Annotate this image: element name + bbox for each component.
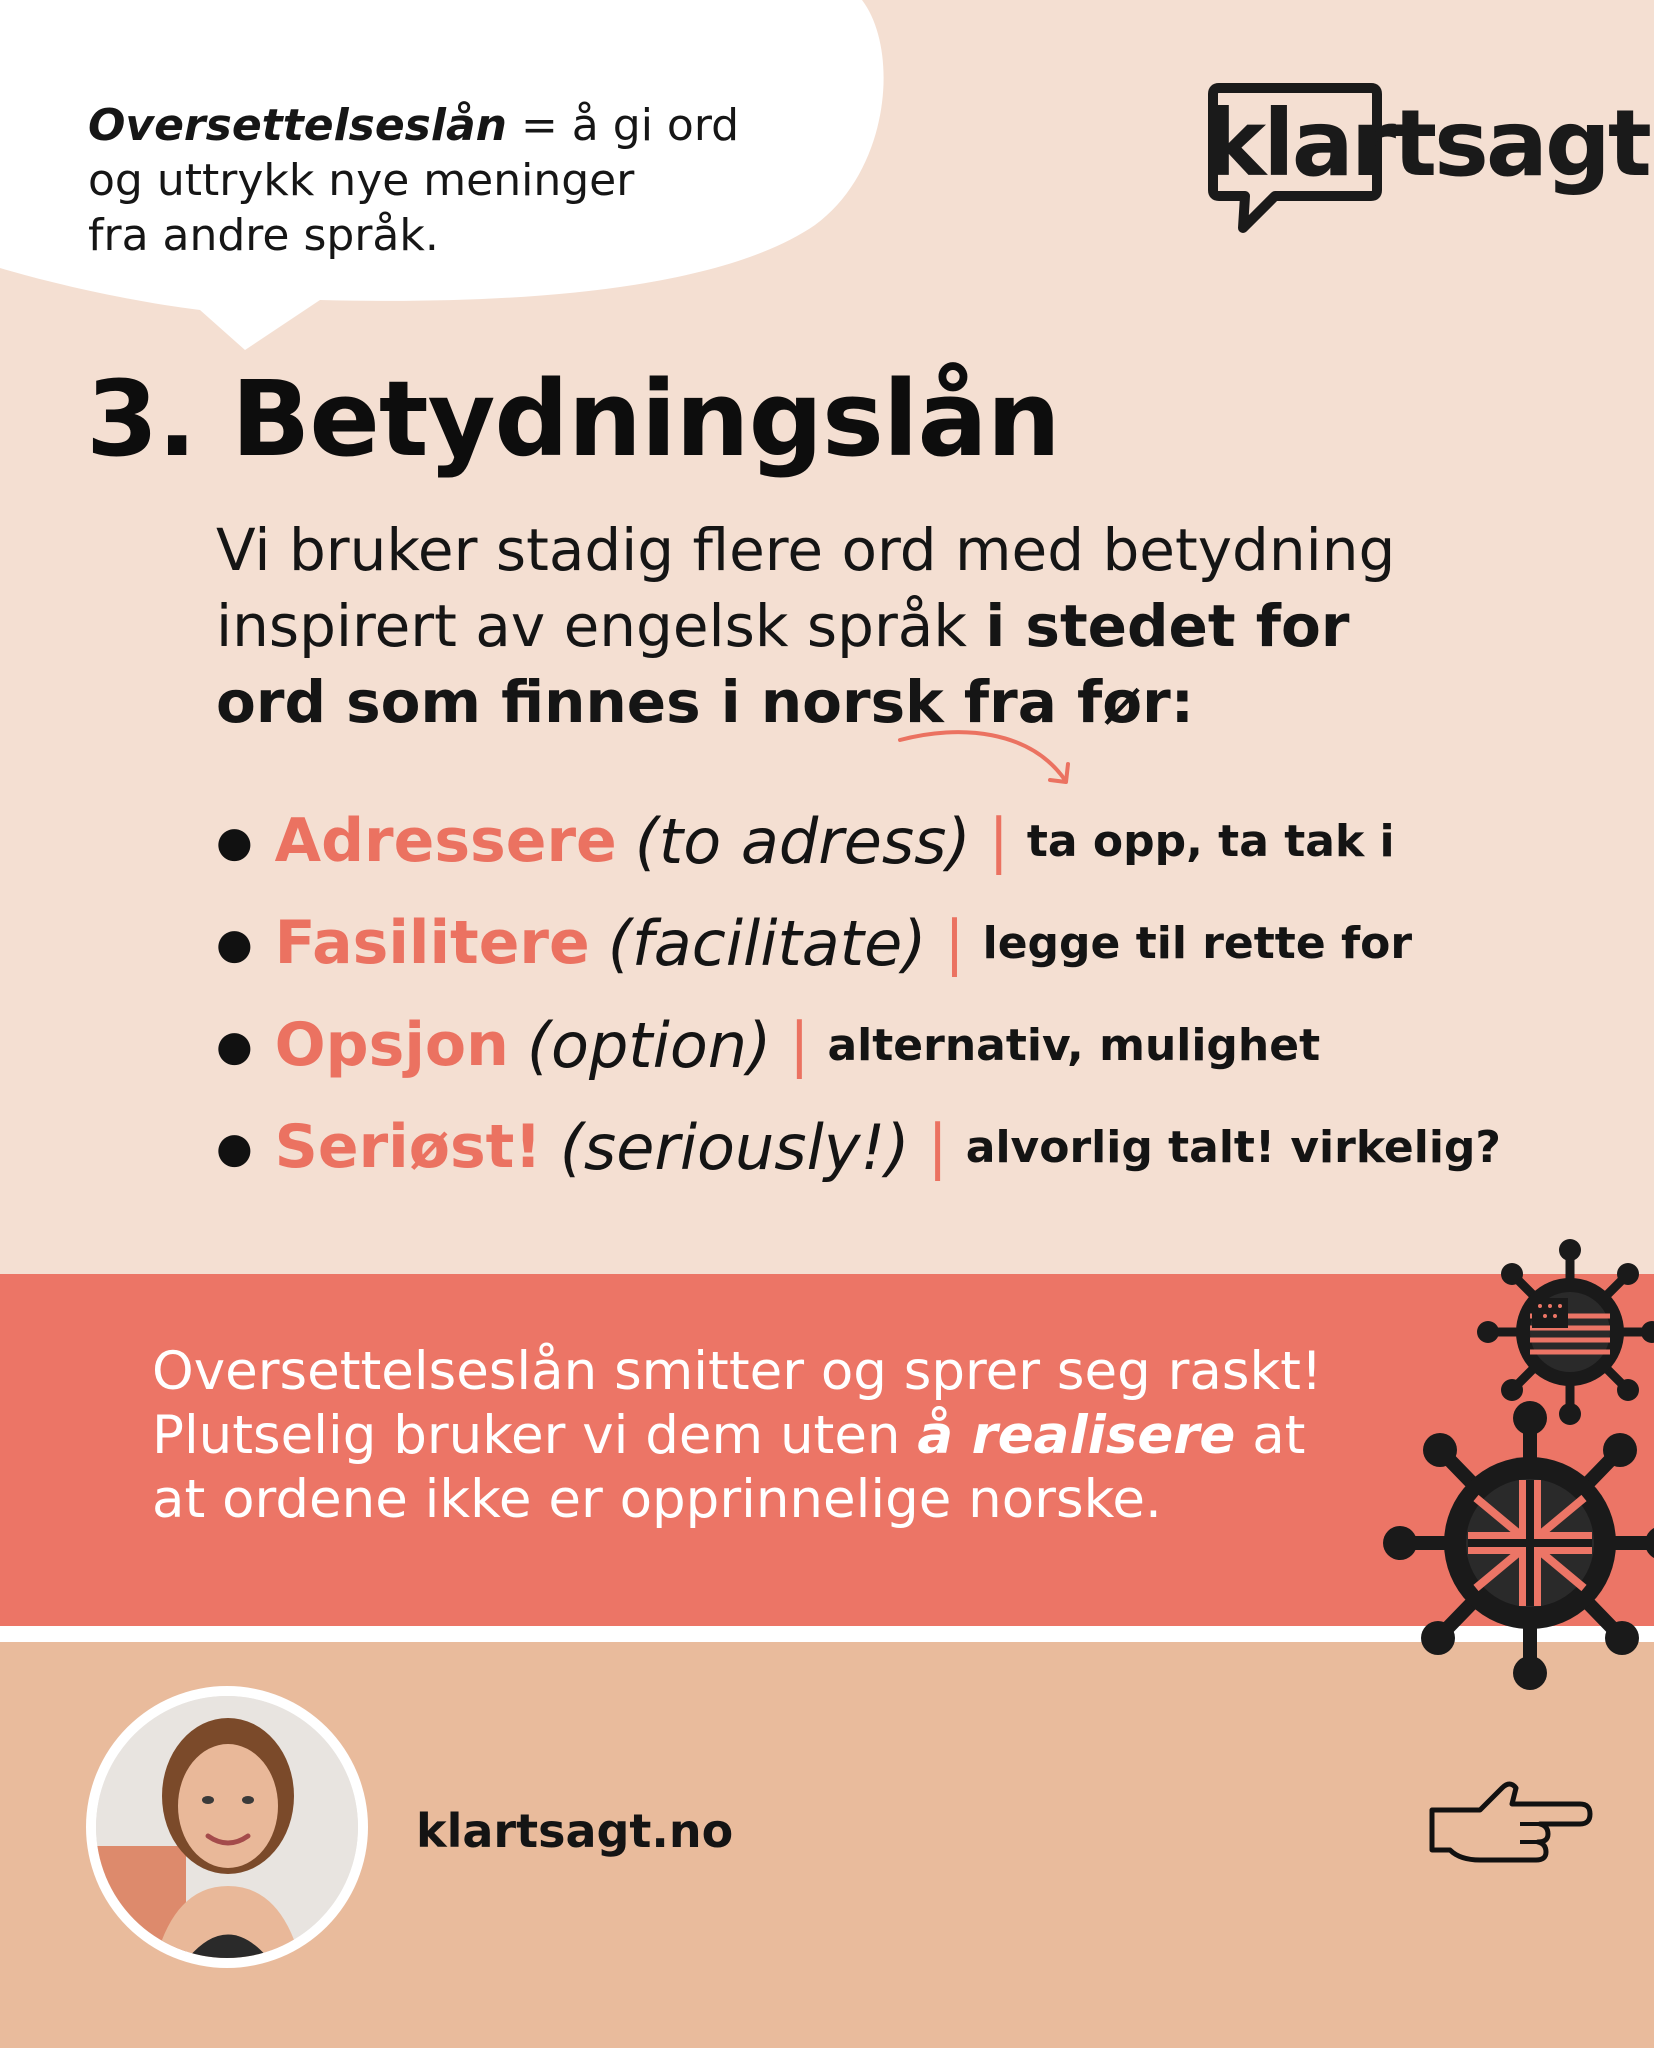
- pointing-hand-icon: [1420, 1760, 1600, 1880]
- example-separator: |: [789, 1010, 810, 1080]
- intro-text: [216, 512, 1556, 740]
- intro-line-2-bold: i stedet for: [985, 592, 1350, 660]
- virus-uk-flag-icon: [1380, 1388, 1654, 1698]
- example-separator: |: [988, 806, 1009, 876]
- example-english: (option): [526, 1008, 772, 1082]
- intro-line-1: Vi bruker stadig flere ord med betydning: [216, 516, 1396, 584]
- list-item: [216, 892, 1516, 994]
- example-english: (facilitate): [607, 906, 927, 980]
- klartsagt-logo: [1205, 80, 1649, 240]
- banner-line-2: Plutselig bruker vi dem uten: [152, 1405, 918, 1466]
- example-meaning: ta opp, ta tak i: [1026, 815, 1395, 867]
- example-meaning: alvorlig talt! virkelig?: [965, 1121, 1501, 1173]
- examples-list: [216, 790, 1516, 1198]
- avatar-photo: [96, 1696, 358, 1958]
- bullet: ●: [216, 918, 253, 968]
- example-term: Adressere: [274, 806, 617, 876]
- example-term: Opsjon: [274, 1010, 509, 1080]
- banner-line-1: Oversettelseslån smitter og sprer seg raskt!: [152, 1341, 1323, 1402]
- banner-line-2-end: at: [1235, 1405, 1306, 1466]
- logo-text: klartsagt: [1205, 90, 1649, 197]
- banner-text: [152, 1340, 1392, 1532]
- bullet: ●: [216, 1020, 253, 1070]
- example-english: (seriously!): [559, 1110, 910, 1184]
- bubble-def-1: = å gi ord: [506, 100, 740, 151]
- example-term: Fasilitere: [274, 908, 590, 978]
- bubble-def-3: fra andre språk.: [88, 210, 439, 261]
- bubble-def-2: og uttrykk nye meninger: [88, 155, 635, 206]
- example-separator: |: [927, 1112, 948, 1182]
- website-link[interactable]: klartsagt.no: [416, 1804, 734, 1858]
- example-separator: |: [944, 908, 965, 978]
- curved-arrow-icon: [890, 720, 1080, 800]
- list-item: [216, 1096, 1516, 1198]
- banner-emphasis: å realisere: [917, 1405, 1236, 1466]
- intro-line-2: inspirert av engelsk språk: [216, 592, 986, 660]
- intro-line-3-bold: ord som finnes i norsk fra før:: [216, 668, 1194, 736]
- avatar: [86, 1686, 368, 1968]
- banner-line-3: at ordene ikke er opprinnelige norske.: [152, 1469, 1162, 1530]
- example-meaning: alternativ, mulighet: [827, 1019, 1321, 1071]
- bubble-definition: [88, 98, 768, 263]
- example-meaning: legge til rette for: [982, 917, 1413, 969]
- bubble-term: Oversettelseslån: [88, 100, 507, 151]
- bullet: ●: [216, 1122, 253, 1172]
- example-term: Seriøst!: [274, 1112, 542, 1182]
- example-english: (to adress): [634, 804, 971, 878]
- list-item: [216, 994, 1516, 1096]
- page-title: 3. Betydningslån: [86, 358, 1060, 480]
- bullet: ●: [216, 816, 253, 866]
- list-item: [216, 790, 1516, 892]
